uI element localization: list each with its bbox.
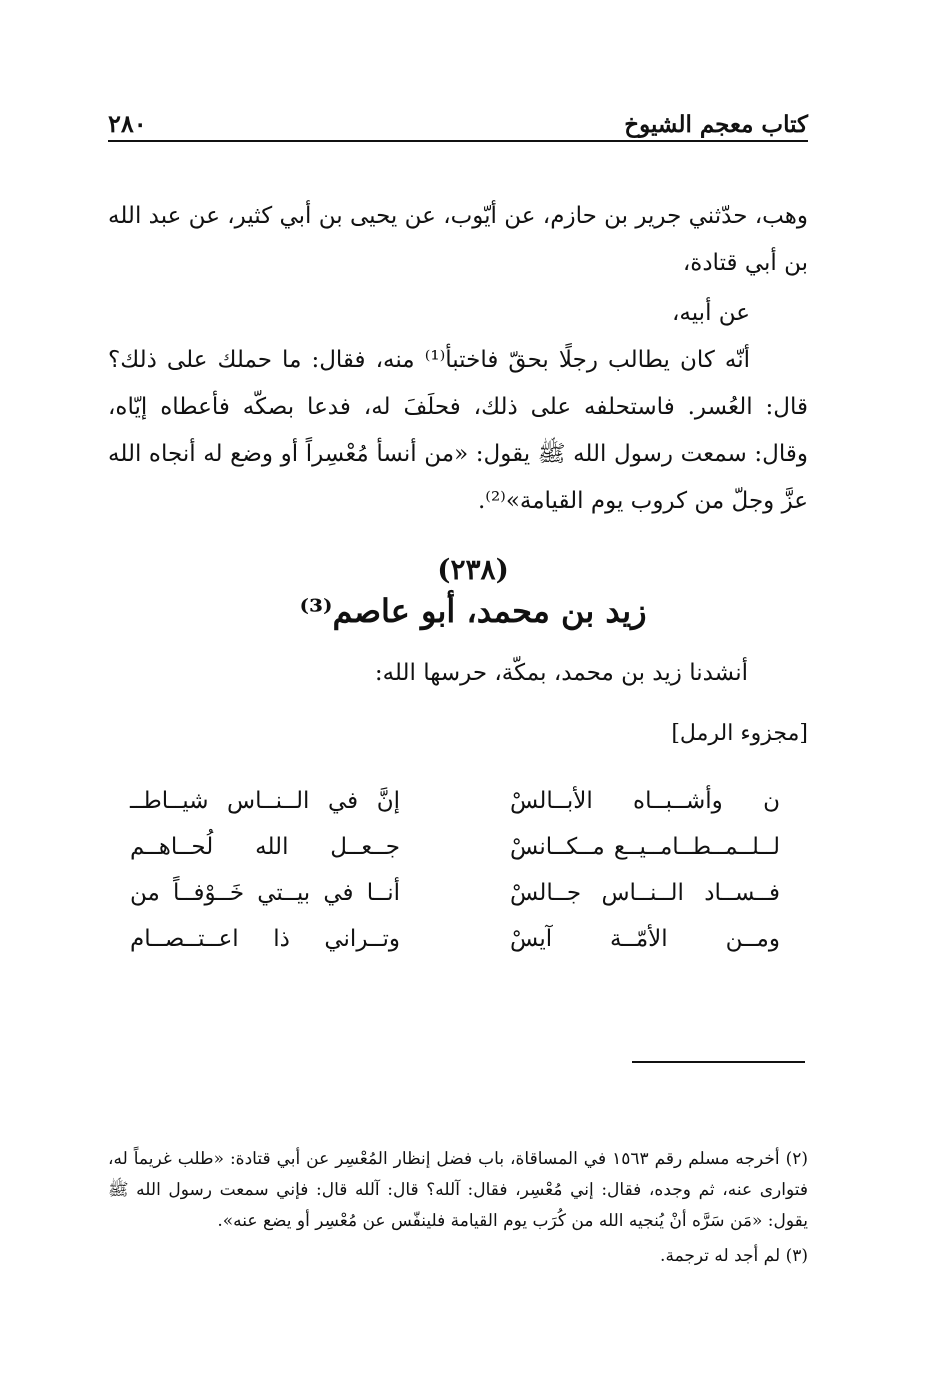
verse-second-hemistich: ن وأشــبــاه الأبــالسْ (510, 788, 780, 814)
footnotes (108, 1144, 808, 1272)
page-header (108, 106, 808, 142)
running-title: كتاب معجم الشيوخ (624, 111, 808, 138)
verse-line (130, 778, 780, 824)
verse-line (130, 824, 780, 870)
footnote-separator (632, 1061, 805, 1063)
hadith-opening-line: عن أبيه، (671, 300, 750, 326)
entry-intro: أنشدنا زيد بن محمد، بمكّة، حرسها الله: (374, 660, 748, 686)
paragraph-isnad: وهب، حدّثني جرير بن حازم، عن أيّوب، عن يحيى بن أبي كثير، عن عبد الله بن أبي قتادة، (107, 203, 808, 276)
hadith-body: أنّه كان يطالب رجلًا بحقّ فاختبأ⁽¹⁾ منه، فقال: ما حملك على ذلك؟ قال: العُسر. فاستحلفه على ذلك، فحلَفَ له، فدعا بصكّه فأعطاه إيّاه، وقال: سمعت رسول الله ﷺ يقول: «من أنسأ مُعْسِراً أو وضع له أنجاه الله عزَّ وجلّ من كروب يوم القيامة»⁽²⁾. (108, 347, 808, 514)
poem-meter: [مجزوء الرمل] (671, 721, 808, 746)
footnote-2: (٢) أخرجه مسلم رقم ١٥٦٣ في المساقاة، باب فضل إنظار المُعْسِر عن أبي قتادة: «طلب غريماً له، فتوارى عنه، ثم وجده، فقال: إني مُعْسِر، فقال: آلله؟ قال: آلله قال: فإني سمعت رسول الله ﷺ يقول: «مَن سَرَّه أنْ يُنجيه الله من كُرَب يوم القيامة فلينفّس عن مُعْسِر أو يضع عنه». (108, 1149, 808, 1231)
verse-first-hemistich: وتــراني ذا اعــتــصــام (130, 926, 400, 952)
page-number: ٢٨٠ (108, 109, 147, 138)
verse-second-hemistich: ومــن الأمّــة آيسْ (510, 926, 780, 952)
paragraph-hadith (108, 290, 808, 525)
footnote-3: (٣) لم أجد له ترجمة. (660, 1246, 808, 1266)
verse-first-hemistich: أنــا في بيــتي خَــوْفــاً من (130, 880, 400, 906)
verse-second-hemistich: فــســاد الــنــاس جــالسْ (510, 880, 780, 906)
verse-first-hemistich: جــعــل الله لُحــاهــم (130, 834, 400, 860)
verse-line (130, 870, 780, 916)
verse-first-hemistich: إنَّ في الــنــاس شيــاطــ (130, 788, 400, 814)
entry-number: (٢٣٨) (437, 553, 509, 586)
entry-title: زيد بن محمد، أبو عاصم⁽³⁾ (299, 592, 647, 630)
poem (130, 778, 780, 962)
verse-second-hemistich: لــلــمــطــامــيــع مــكــانسْ (510, 834, 780, 860)
verse-line (130, 916, 780, 962)
